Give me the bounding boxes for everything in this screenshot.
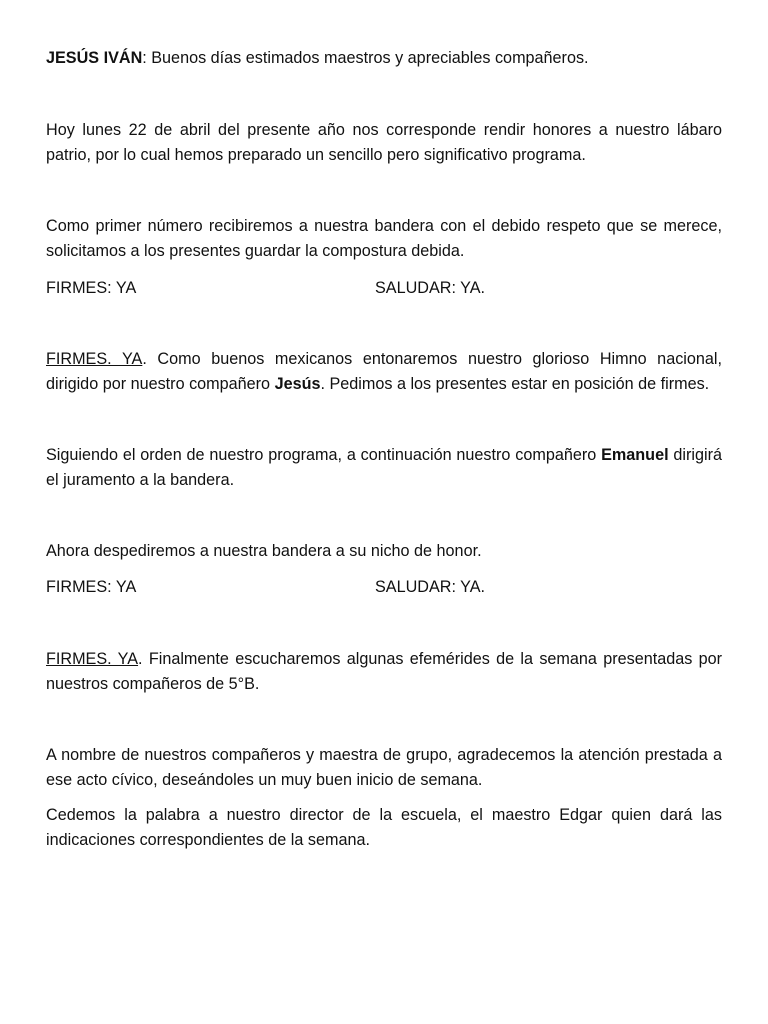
oath-text-a: Siguiendo el orden de nuestro programa, a continuación nuestro compañero: [46, 446, 602, 464]
command-row-1: [46, 276, 722, 301]
command-saludar: SALUDAR: YA.: [375, 279, 486, 297]
greeting-paragraph: [46, 46, 722, 71]
ephemerides-text: . Finalmente escucharemos algunas efemérides de la semana presentadas por nuestros compañeros de 5°B.: [46, 650, 722, 693]
command-firmes: FIRMES: YA: [46, 279, 137, 297]
director-paragraph: Cedemos la palabra a nuestro director de la escuela, el maestro Edgar quien dará las indicaciones correspondientes de la semana.: [46, 806, 722, 849]
anthem-text-a: . Como buenos mexicanos entonaremos nuestro glorioso Himno nacional, dirigido por nuestro compañero: [46, 350, 722, 393]
command-saludar: SALUDAR: YA.: [375, 578, 486, 596]
command-row-2: [46, 575, 722, 600]
ephemerides-paragraph: [46, 647, 722, 697]
document-page: [46, 46, 722, 853]
student-name-jesus: Jesús: [274, 375, 321, 393]
oath-text-b: dirigirá el juramento a la bandera.: [46, 446, 722, 489]
underlined-command: FIRMES. YA: [46, 650, 139, 668]
thanks-paragraph: A nombre de nuestros compañeros y maestra de grupo, agradecemos la atención prestada a ese acto cívico, deseándoles un muy buen inicio de semana.: [46, 746, 722, 789]
command-firmes: FIRMES: YA: [46, 578, 137, 596]
underlined-command: FIRMES. YA: [46, 350, 143, 368]
anthem-paragraph: [46, 347, 722, 397]
speaker-name: JESÚS IVÁN: [46, 49, 143, 67]
flag-reception-paragraph: Como primer número recibiremos a nuestra bandera con el debido respeto que se merece, solicitamos a los presentes guardar la compostura debida.: [46, 217, 722, 260]
student-name-emanuel: Emanuel: [601, 446, 669, 464]
anthem-text-b: . Pedimos a los presentes estar en posición de firmes.: [320, 375, 710, 393]
farewell-paragraph: Ahora despediremos a nuestra bandera a su nicho de honor.: [46, 542, 482, 560]
greeting-text: : Buenos días estimados maestros y apreciables compañeros.: [142, 49, 589, 67]
oath-paragraph: [46, 443, 722, 493]
intro-paragraph: Hoy lunes 22 de abril del presente año nos corresponde rendir honores a nuestro lábaro patrio, por lo cual hemos preparado un sencillo pero significativo programa.: [46, 121, 722, 164]
